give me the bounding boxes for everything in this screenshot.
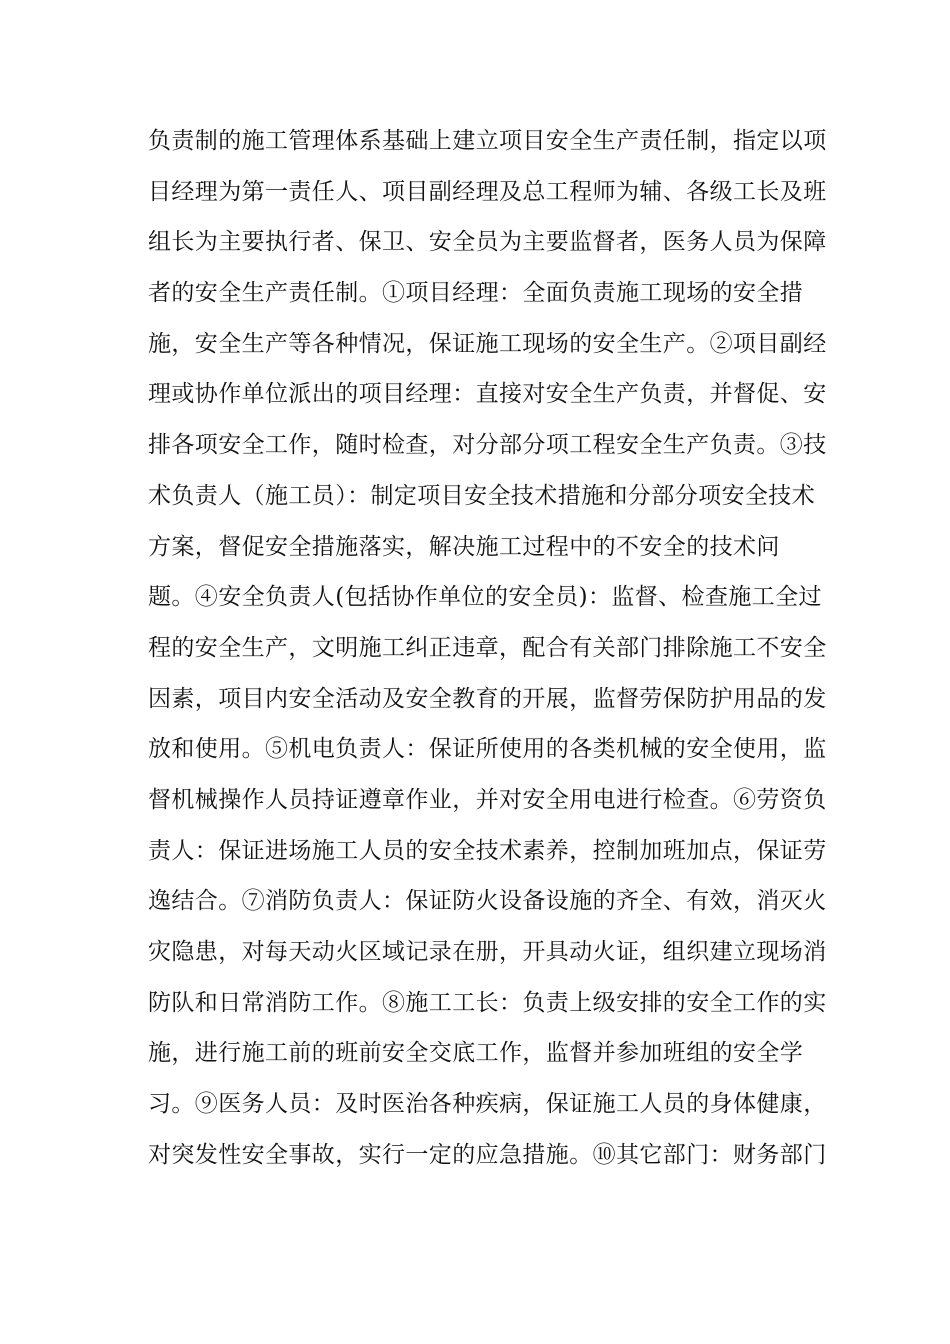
text-line: 排各项安全工作，随时检查，对分部分项工程安全生产负责。③技 xyxy=(148,432,827,459)
body-text xyxy=(148,116,827,1180)
text-line: 灾隐患，对每天动火区域记录在册，开具动火证，组织建立现场消 xyxy=(148,939,827,965)
text-line: 理或协作单位派出的项目经理：直接对安全生产负责，并督促、安 xyxy=(148,381,827,408)
text-line: 督机械操作人员持证遵章作业，并对安全用电进行检查。⑥劳资负 xyxy=(148,786,827,813)
text-line: 施，安全生产等各种情况，保证施工现场的安全生产。②项目副经 xyxy=(148,330,827,357)
text-line: 题。④安全负责人(包括协作单位的安全员)：监督、检查施工全过 xyxy=(148,584,822,611)
text-line: 放和使用。⑤机电负责人：保证所使用的各类机械的安全使用，监 xyxy=(148,736,827,763)
text-line: 逸结合。⑦消防负责人：保证防火设备设施的齐全、有效，消灭火 xyxy=(148,888,827,915)
text-line: 因素，项目内安全活动及安全教育的开展，监督劳保防护用品的发 xyxy=(148,685,827,712)
text-line: 防队和日常消防工作。⑧施工工长：负责上级安排的安全工作的实 xyxy=(148,989,827,1016)
text-line: 责人：保证进场施工人员的安全技术素养，控制加班加点，保证劳 xyxy=(148,837,827,864)
text-line: 术负责人（施工员）：制定项目安全技术措施和分部分项安全技术 xyxy=(148,482,816,509)
text-line: 目经理为第一责任人、项目副经理及总工程师为辅、各级工长及班 xyxy=(148,178,827,205)
text-line: 负责制的施工管理体系基础上建立项目安全生产责任制，指定以项 xyxy=(148,128,827,154)
text-line: 习。⑨医务人员：及时医治各种疾病，保证施工人员的身体健康， xyxy=(148,1091,827,1118)
text-line: 组长为主要执行者、保卫、安全员为主要监督者，医务人员为保障 xyxy=(148,229,827,256)
text-line: 方案，督促安全措施落实，解决施工过程中的不安全的技术问 xyxy=(148,533,780,560)
text-line: 施，进行施工前的班前安全交底工作，监督并参加班组的安全学 xyxy=(148,1040,804,1067)
text-line: 对突发性安全事故，实行一定的应急措施。⑩其它部门：财务部门 xyxy=(148,1141,827,1168)
text-line: 者的安全生产责任制。①项目经理：全面负责施工现场的安全措 xyxy=(148,280,804,307)
text-line: 程的安全生产，文明施工纠正违章，配合有关部门排除施工不安全 xyxy=(148,634,827,661)
